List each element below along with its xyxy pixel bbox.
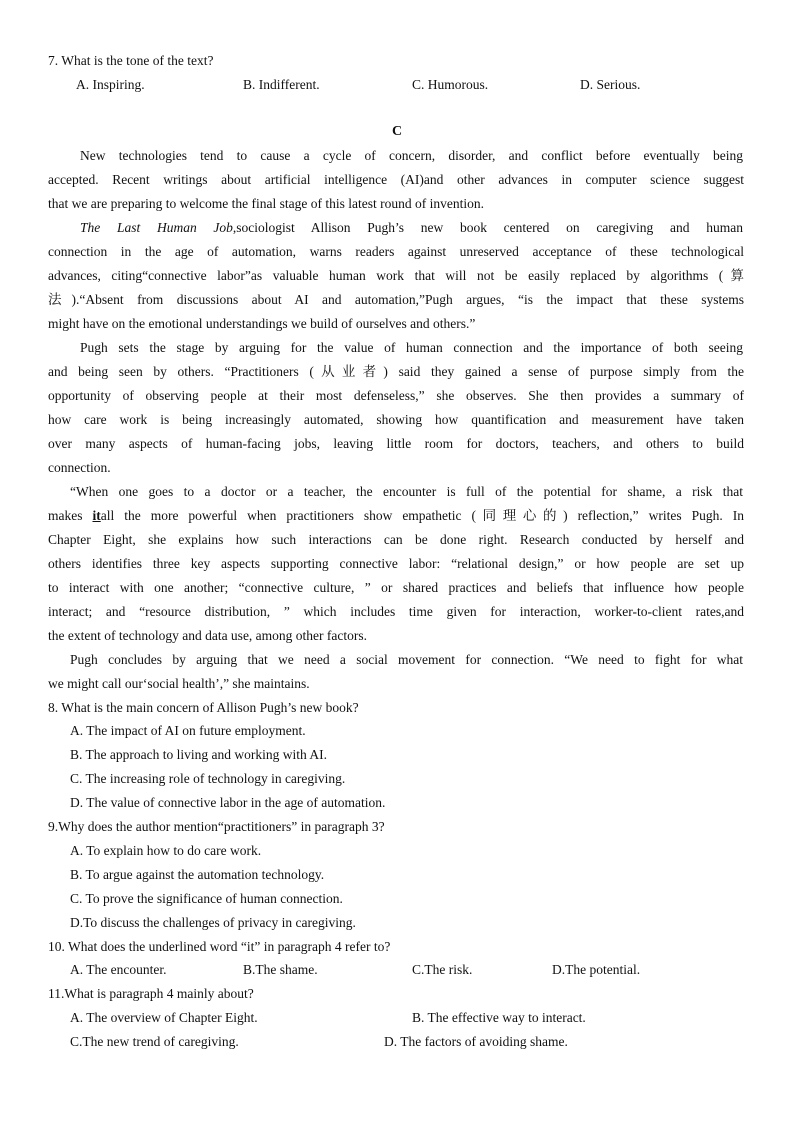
p4-line-4: others identifies three key aspects supporting connective labor: “relational design,” or how people are set up [48, 556, 744, 571]
q7-option-b: B. Indifferent. [243, 77, 320, 92]
p2-line-5: might have on the emotional understandings we build of ourselves and others.” [48, 316, 476, 331]
p2-line-1 [80, 220, 743, 236]
p4-line-5: to interact with one another; “connective culture, ” or shared practices and beliefs that influence how people [48, 580, 744, 595]
q8-option-b: B. The approach to living and working with AI. [70, 747, 327, 762]
q11-option-c: C.The new trend of caregiving. [70, 1034, 239, 1049]
p2-line-1-text: ,sociologist Allison Pugh’s new book centered on caregiving and human [232, 220, 743, 235]
q7-option-a: A. Inspiring. [76, 77, 145, 92]
p3-line-4: how care work is being increasingly automated, showing how quantification and measurement have taken [48, 412, 744, 427]
p4-line-6: interact; and “resource distribution, ” which includes time given for interaction, worker-to-client rates,and [48, 604, 744, 619]
p4-line-7: the extent of technology and data use, among other factors. [48, 628, 368, 643]
q9-option-a: A. To explain how to do care work. [70, 843, 262, 858]
p4-line-3: Chapter Eight, she explains how such interactions can be done right. Research conducted by herself and [48, 532, 744, 547]
q7-option-c: C. Humorous. [412, 77, 489, 92]
q11-option-d: D. The factors of avoiding shame. [384, 1034, 568, 1049]
q7-stem: 7. What is the tone of the text? [48, 53, 214, 68]
p3-line-6: connection. [48, 460, 111, 475]
q8-stem: 8. What is the main concern of Allison Pugh’s new book? [48, 700, 359, 715]
q11-option-b: B. The effective way to interact. [412, 1010, 586, 1025]
p3-line-2: and being seen by others. “Practitioners (从业者) said they gained a sense of purpose simply from the [48, 364, 744, 379]
p3-line-3: opportunity of observing people at their most defenseless,” she observes. She then provides a summary of [48, 388, 744, 403]
q10-stem: 10. What does the underlined word “it” in paragraph 4 refer to? [48, 939, 391, 954]
q8-option-d: D. The value of connective labor in the age of automation. [70, 795, 386, 810]
p2-line-4: 法).“Absent from discussions about AI and automation,”Pugh argues, “is the impact that these systems [48, 292, 744, 307]
q8-option-c: C. The increasing role of technology in caregiving. [70, 771, 346, 786]
q9-option-b: B. To argue against the automation technology. [70, 867, 325, 882]
underlined-it: it [92, 508, 101, 523]
p2-line-2: connection in the age of automation, warns readers against unreserved acceptance of these technological [48, 244, 744, 259]
p5-line-1: Pugh concludes by arguing that we need a social movement for connection. “We need to fight for what [70, 652, 743, 667]
p3-line-1: Pugh sets the stage by arguing for the value of human connection and the importance of both seeing [80, 340, 743, 355]
p1-line-2: accepted. Recent writings about artificial intelligence (AI)and other advances in computer science suggest [48, 172, 744, 187]
p4-line-2-rest: all the more powerful when practitioners show empathetic (同理心的) reflection,” writes Pugh. In [100, 508, 744, 523]
q8-option-a: A. The impact of AI on future employment. [70, 723, 306, 738]
p4-line-2 [48, 508, 744, 524]
q10-option-c: C.The risk. [412, 962, 473, 977]
q7-option-d: D. Serious. [580, 77, 641, 92]
q9-stem: 9.Why does the author mention“practitioners” in paragraph 3? [48, 819, 385, 834]
q9-option-d: D.To discuss the challenges of privacy in caregiving. [70, 915, 356, 930]
p5-line-2: we might call our‘social health’,” she maintains. [48, 676, 310, 691]
section-heading: C [391, 124, 403, 139]
q11-option-a: A. The overview of Chapter Eight. [70, 1010, 258, 1025]
q10-option-b: B.The shame. [243, 962, 318, 977]
p4-line-1: “When one goes to a doctor or a teacher, the encounter is full of the potential for shame, a risk that [70, 484, 743, 499]
p4-makes: makes [48, 508, 93, 523]
p3-line-5: over many aspects of human-facing jobs, leaving little room for doctors, teachers, and others to build [48, 436, 744, 451]
p1-line-1: New technologies tend to cause a cycle of concern, disorder, and conflict before eventually being [80, 148, 743, 163]
q11-stem: 11.What is paragraph 4 mainly about? [48, 986, 254, 1001]
q9-option-c: C. To prove the significance of human connection. [70, 891, 343, 906]
p1-line-3: that we are preparing to welcome the final stage of this latest round of invention. [48, 196, 484, 211]
q10-option-d: D.The potential. [552, 962, 641, 977]
book-title: The Last Human Job [80, 220, 233, 235]
q10-option-a: A. The encounter. [70, 962, 167, 977]
p2-line-3: advances, citing“connective labor”as valuable human work that will not be easily replaced by algorithms (算 [48, 268, 744, 283]
